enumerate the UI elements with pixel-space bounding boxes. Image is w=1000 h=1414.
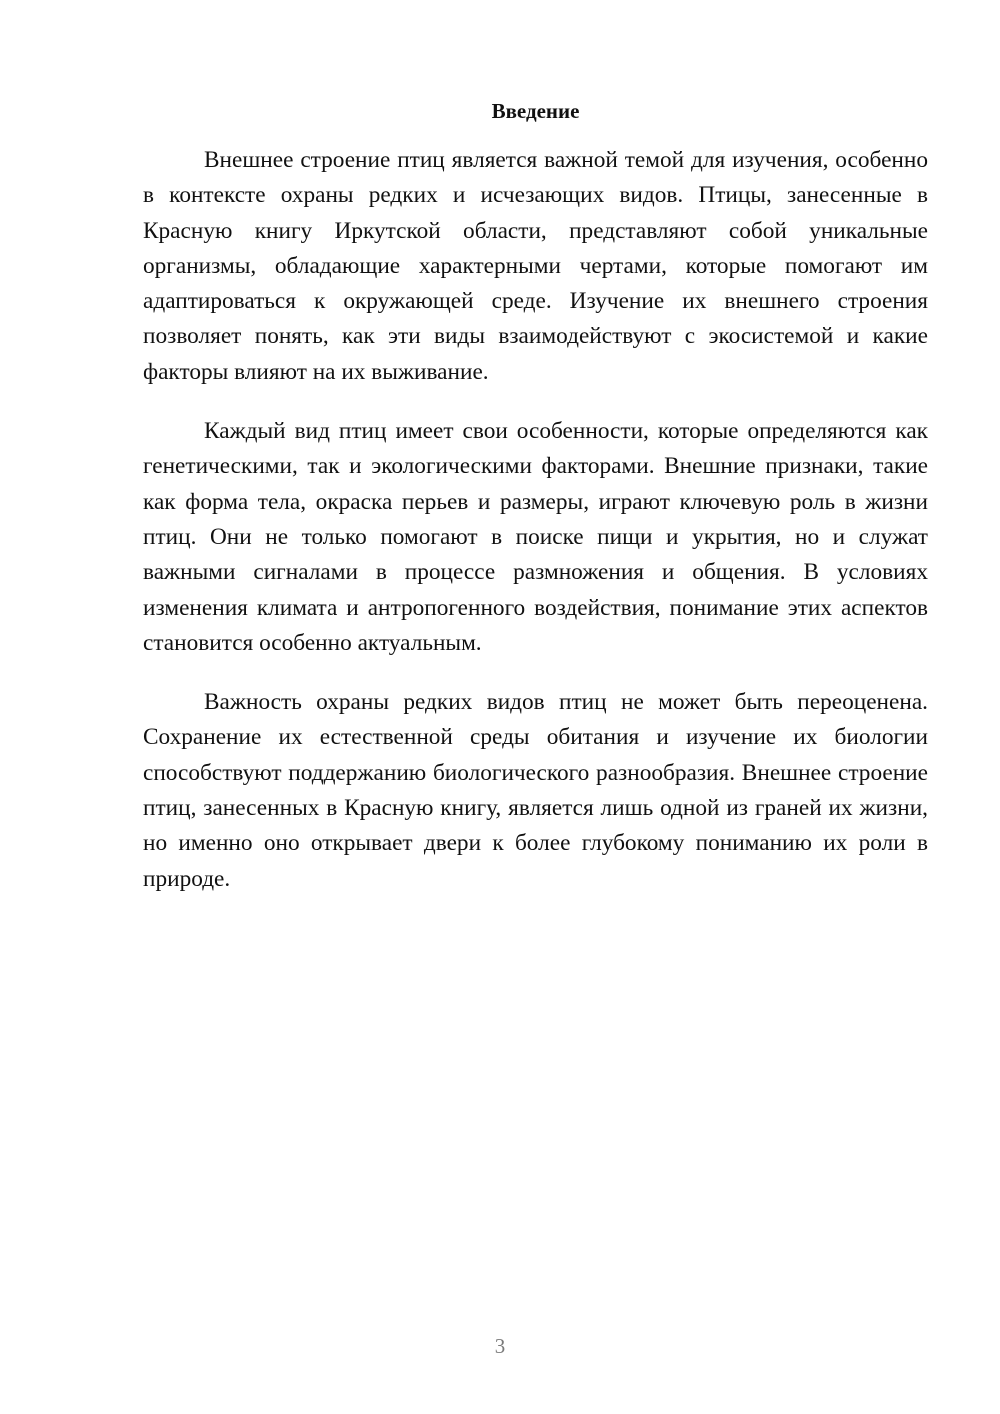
paragraph-3: Важность охраны редких видов птиц не может быть переоценена. Сохранение их естественной среды обитания и изучение их биологии способствуют поддержанию биологического разнообразия. Внешнее строение птиц, занесенных в Красную книгу, является лишь одной из граней их жизни, но именно оно открывает двери к более глубокому пониманию их роли в природе. [143,689,928,892]
body-text [143,143,928,921]
page-title: Введение [491,99,580,123]
paragraph-2: Каждый вид птиц имеет свои особенности, которые определяются как генетическими, так и экологическими факторами. Внешние признаки, такие как форма тела, окраска перьев и размеры, играют ключевую роль в жизни птиц. Они не только помогают в поиске пищи и укрытия, но и служат важными сигналами в процессе размножения и общения. В условиях изменения климата и антропогенного воздействия, понимание этих аспектов становится особенно актуальным. [143,418,928,656]
page-number: 3 [494,1334,506,1358]
paragraph-1: Внешнее строение птиц является важной темой для изучения, особенно в контексте охраны редких и исчезающих видов. Птицы, занесенные в Красную книгу Иркутской области, представляют собой уникальные организмы, обладающие характерными чертами, которые помогают им адаптироваться к окружающей среде. Изучение их внешнего строения позволяет понять, как эти виды взаимодействуют с экосистемой и какие факторы влияют на их выживание. [143,147,928,385]
